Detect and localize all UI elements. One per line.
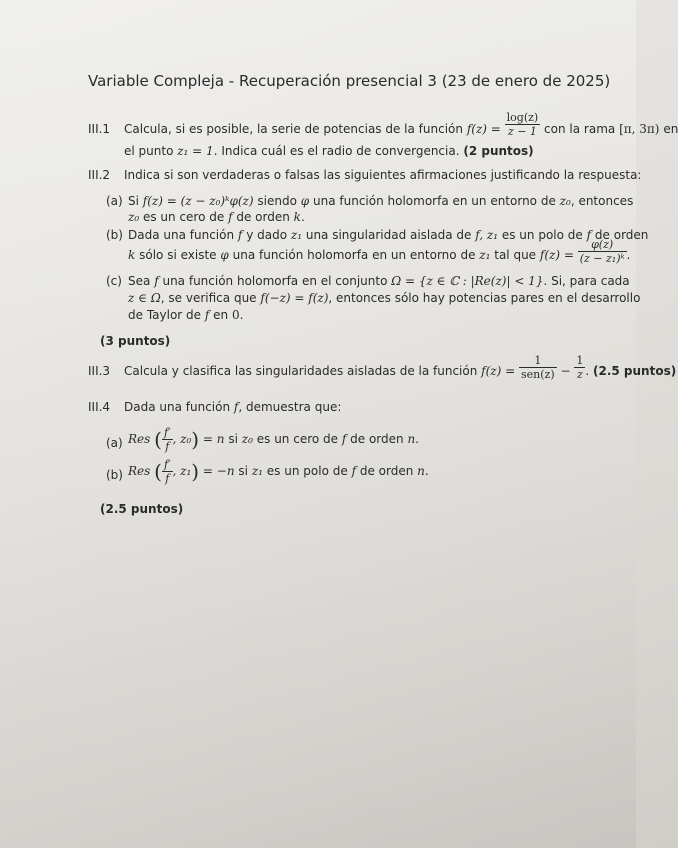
q3-minus: − xyxy=(560,364,571,378)
left-paren: ( xyxy=(154,427,162,452)
q1-text-b: con la rama xyxy=(544,122,616,136)
title-text: Variable Compleja - Recuperación presencial 3 xyxy=(88,72,437,90)
q3-denominator-1: sen(z) xyxy=(521,368,555,381)
q2b-phi: φ xyxy=(220,248,229,262)
q3-points: (2.5 puntos) xyxy=(593,364,677,378)
question-number: III.1 xyxy=(88,122,111,136)
q4b-fraction xyxy=(162,458,173,485)
q4b-equals: = −n xyxy=(202,464,235,478)
q4b-res: Res xyxy=(128,464,151,478)
q1-points: (2 puntos) xyxy=(463,144,534,158)
q4-item-b xyxy=(106,458,526,490)
q2b-z1: z₁ xyxy=(479,248,491,262)
q2b-text: Dada una función xyxy=(128,228,235,242)
q2a-text: siendo xyxy=(257,194,297,208)
q4a-text: es un cero de xyxy=(256,432,339,446)
q2c-even-condition: f(−z) = f(z) xyxy=(260,291,329,305)
q4a-arg: , z₀ xyxy=(172,432,192,446)
q4a-equals: = n xyxy=(202,432,225,446)
q1-text-d: el punto xyxy=(124,144,174,158)
q2a-phi: φ xyxy=(300,194,310,208)
q2b-text: es un polo de xyxy=(501,228,583,242)
q3-text: Calcula y clasifica las singularidades aisladas de la función xyxy=(124,364,478,378)
q2b-text: una función holomorfa en un entorno de xyxy=(232,248,476,262)
q2a-text: Si xyxy=(128,194,139,208)
q1-f-lhs: f(z) = xyxy=(466,122,501,136)
q4a-n: n. xyxy=(407,432,419,446)
q2c-text: , se verifica que xyxy=(160,291,257,305)
q2b-fraction xyxy=(578,238,627,265)
q2b-text: una singularidad aislada de xyxy=(305,228,472,242)
q3-f-lhs: f(z) = xyxy=(481,364,516,378)
q2a-dot: . xyxy=(300,210,305,224)
q2b-dot: . xyxy=(626,248,631,262)
item-label: (a) xyxy=(106,194,123,208)
q4b-text: si xyxy=(238,464,248,478)
q3-dot: . xyxy=(585,364,590,378)
q2c-text: Sea xyxy=(128,274,151,288)
q2b-numerator: φ(z) xyxy=(578,238,627,252)
q4-points: (2.5 puntos) xyxy=(100,502,184,516)
q2c-text: , entonces sólo hay potencias pares en el desarrollo xyxy=(328,291,641,305)
q2c-zero: 0. xyxy=(231,308,244,322)
question-III-4 xyxy=(88,398,568,418)
q3-fraction-1 xyxy=(519,354,557,381)
item-label: (c) xyxy=(106,274,122,288)
q2c-z-in-omega: z ∈ Ω xyxy=(128,291,161,305)
q4a-text: de orden xyxy=(350,432,404,446)
q2b-f: f, xyxy=(475,228,484,242)
q2b-text: sólo si existe xyxy=(139,248,217,262)
q1-text-c: en xyxy=(663,122,678,136)
q2c-text: . Si, para cada xyxy=(543,274,630,288)
question-number: III.4 xyxy=(88,400,111,414)
q2a-text: una función holomorfa en un entorno de xyxy=(313,194,556,208)
q4-text: Dada una función xyxy=(124,400,231,414)
q1-denominator: z − 1 xyxy=(507,125,537,138)
q4b-text: de orden xyxy=(359,464,414,478)
q2b-k: k xyxy=(128,248,136,262)
q4-item-a xyxy=(106,426,526,458)
q1-branch: [π, 3π) xyxy=(619,122,660,136)
q2a-text: , entonces xyxy=(570,194,634,208)
q4a-res: Res xyxy=(128,432,151,446)
q4a-denominator: f xyxy=(165,440,170,453)
q4b-z1: z₁ xyxy=(251,464,263,478)
q2a-text: de orden xyxy=(236,210,290,224)
q2a-z0: z₀ xyxy=(128,210,140,224)
question-number: III.3 xyxy=(88,364,111,378)
q1-text-a: Calcula, si es posible, la serie de potencias de la función xyxy=(124,122,463,136)
right-paren: ) xyxy=(191,427,200,452)
q2b-denominator: (z − z₁)ᵏ xyxy=(579,252,625,265)
q2b-f-lhs: f(z) = xyxy=(539,248,574,262)
item-label: (a) xyxy=(106,436,123,450)
q3-denominator-2: z xyxy=(576,368,583,381)
q1-text-e: . Indica cuál es el radio de convergencia. xyxy=(213,144,460,158)
q4-f: f xyxy=(233,400,239,414)
q2b-z1: z₁ xyxy=(486,228,499,242)
q3-numerator-2: 1 xyxy=(576,354,584,367)
q1-numerator: log(z) xyxy=(506,111,539,124)
q4b-numerator: f′ xyxy=(163,458,171,471)
q1-point: z₁ = 1 xyxy=(177,144,214,158)
item-label: (b) xyxy=(106,468,123,482)
q2b-z1: z₁ xyxy=(290,228,303,242)
q2c-text: una función holomorfa en el conjunto xyxy=(162,274,388,288)
q2c-text: de Taylor de xyxy=(128,308,202,322)
q4a-fraction xyxy=(162,426,173,453)
q2c-text: en xyxy=(213,308,229,322)
q2c-omega-set: Ω = {z ∈ ℂ : |Re(z)| < 1} xyxy=(391,274,544,288)
q1-fraction xyxy=(505,111,541,138)
q2c-f: f xyxy=(204,308,210,322)
q4b-denominator: f xyxy=(165,472,170,485)
q4a-numerator: f′ xyxy=(163,426,171,439)
q2b-f: f xyxy=(237,228,243,242)
q4a-text: si xyxy=(228,432,238,446)
q3-numerator-1: 1 xyxy=(519,354,557,368)
title-date: (23 de enero de 2025) xyxy=(441,72,611,90)
q2b-text: de orden xyxy=(594,228,649,242)
q2b-text: tal que xyxy=(494,248,537,262)
q3-fraction-2 xyxy=(574,354,585,381)
right-paren: ) xyxy=(191,459,200,484)
item-label: (b) xyxy=(106,228,123,242)
exam-title xyxy=(88,72,611,90)
q4b-text: es un polo de xyxy=(266,464,348,478)
left-paren: ( xyxy=(154,459,162,484)
q4b-f: f xyxy=(351,464,357,478)
q2b-f: f xyxy=(586,228,592,242)
q2a-text: es un cero de xyxy=(142,210,225,224)
q2a-z0: z₀ xyxy=(559,194,571,208)
question-III-1 xyxy=(88,111,678,160)
q4-text: , demuestra que: xyxy=(238,400,342,414)
q4b-n: n. xyxy=(417,464,429,478)
q2c-f: f xyxy=(154,274,159,288)
q2b-text: y dado xyxy=(246,228,288,242)
question-III-3 xyxy=(88,354,677,386)
q2-item-c xyxy=(106,272,641,328)
q2a-formula: f(z) = (z − z₀)ᵏφ(z) xyxy=(142,194,254,208)
q2a-k: k xyxy=(293,210,301,224)
q4a-f: f xyxy=(341,432,347,446)
q4a-z0: z₀ xyxy=(241,432,253,446)
q2-intro: Indica si son verdaderas o falsas las siguientes afirmaciones justificando la respuesta: xyxy=(124,168,642,182)
q2-points: (3 puntos) xyxy=(100,334,171,348)
q4b-arg: , z₁ xyxy=(172,464,192,478)
q2a-f: f xyxy=(228,210,233,224)
question-number: III.2 xyxy=(88,168,111,182)
